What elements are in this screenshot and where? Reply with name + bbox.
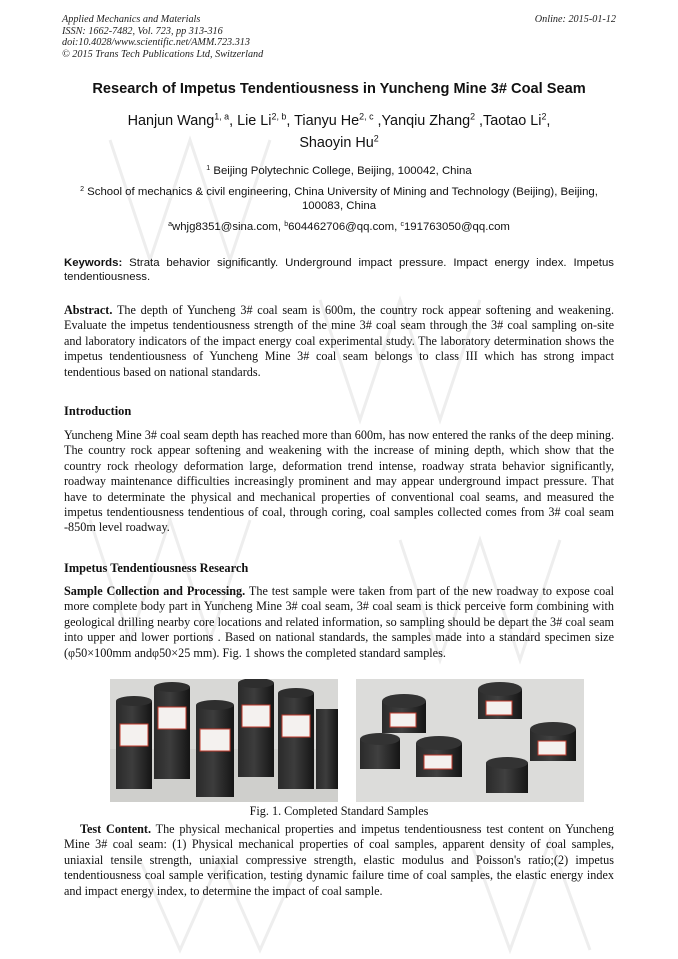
coal-samples-photo-long bbox=[110, 679, 338, 802]
research-heading: Impetus Tendentiousness Research bbox=[64, 561, 249, 575]
author: Tianyu He$^{2, c}$ , bbox=[294, 111, 382, 129]
online-date: Online: 2015-01-12 bbox=[534, 14, 616, 25]
introduction-heading: Introduction bbox=[64, 404, 132, 418]
abstract-text: The depth of Yuncheng 3# coal seam is 600m, the country rock appear softening and weakening. Evaluate the impetus tendentiousness strength of the mine 3# coal seam through the 3# coal sampling on-site and laboratory indicators of the impact energy coal experimental study. The laboratory determination shows the impetus tendentiousness of Yuncheng Mine 3# coal seam belongs to class III which has strong impact tendentious based on national standards. bbox=[64, 303, 615, 379]
email: $^b$604462706@qq.com, bbox=[284, 220, 401, 233]
email: $^a$whjg8351@sina.com, bbox=[168, 220, 285, 233]
author-list bbox=[60, 110, 618, 154]
abstract-label: Abstract. bbox=[64, 303, 113, 317]
doi-line: doi:10.4028/www.scientific.net/AMM.723.313 bbox=[62, 37, 250, 49]
sample-collection-text: The test sample were taken from part of the new roadway to expose coal more complete body part in Yuncheng Mine 3# coal seam, 3# coal seam is thick perceive form combining with geological drilling nearby core locations and related information, so sampling should be depart the 3# coal seam into upper and lower portions . Based on national standards, the samples made into a standard specimen size (φ50×100mm andφ50×25 mm). Fig. 1 shows the completed standard samples. bbox=[64, 584, 615, 660]
journal-header bbox=[62, 14, 263, 60]
author: Shaoyin Hu$^2$ bbox=[299, 133, 379, 151]
author: Hanjun Wang$^{1, a}$, bbox=[127, 111, 238, 129]
abstract bbox=[64, 303, 614, 380]
email-list bbox=[60, 221, 618, 233]
affiliation-1: $^1$ Beijing Polytechnic College, Beijing, 100042, China bbox=[206, 164, 472, 177]
sample-collection-paragraph bbox=[64, 584, 614, 661]
test-content-label: Test Content. bbox=[80, 822, 152, 836]
coal-samples-photo-short bbox=[356, 679, 584, 802]
keywords-label: Keywords: bbox=[64, 257, 123, 269]
email: $^c$191763050@qq.com bbox=[400, 220, 510, 233]
test-content-text: The physical mechanical properties and impetus tendentiousness test content on Yuncheng Mine 3# coal seam: (1) Physical mechanical properties of coal samples, apparent density of coal samples, uniaxial tensile strength, uniaxial compressive strength, elastic modulus and Poisson's ratio;(2) impetus tendentiousness coal sample verification, testing dynamic failure time of coal samples, the elastic energy index and impact energy index, to determine the impact of coal sample. bbox=[64, 822, 614, 898]
author: Taotao Li$^2$, bbox=[483, 111, 551, 129]
keywords-text: Strata behavior significantly. Underground impact pressure. Impact energy index. Impetus tendentiousness. bbox=[64, 257, 614, 283]
author: Yanqiu Zhang$^2$ , bbox=[381, 111, 484, 129]
affiliation-2: $^2$ School of mechanics & civil engineering, China University of Mining and Technology (Beijing), Beijing, 100083, China bbox=[80, 185, 598, 212]
journal-name: Applied Mechanics and Materials bbox=[62, 14, 201, 25]
author: Lie Li$^{2, b}$, bbox=[237, 111, 295, 129]
figure-caption: Fig. 1. Completed Standard Samples bbox=[249, 804, 429, 818]
sample-collection-label: Sample Collection and Processing. bbox=[64, 584, 246, 598]
keywords bbox=[64, 256, 614, 284]
copyright-line: © 2015 Trans Tech Publications Ltd, Switzerland bbox=[62, 48, 264, 60]
issn-line: ISSN: 1662-7482, Vol. 723, pp 313-316 bbox=[62, 25, 223, 37]
paper-title: Research of Impetus Tendentiousness in Yuncheng Mine 3# Coal Seam bbox=[92, 81, 586, 97]
test-content-paragraph bbox=[64, 822, 614, 899]
introduction-text: Yuncheng Mine 3# coal seam depth has reached more than 600m, has now entered the ranks of the deep mining. The country rock appear softening and weakening with the increase of mining depth, which show that the country rock rheology deformation large, deformation trend intense, roadway strata behavior significantly, roadway maintenance difficulties increasingly prominent and may appear underground impact pressure. That have to determinate the physical and mechanical properties of conventional coal seams, and measured the impetus tendentiousness tendentious of coal, through coring, coal samples collected comes from 3# coal seam -850m level roadway. bbox=[64, 428, 614, 535]
